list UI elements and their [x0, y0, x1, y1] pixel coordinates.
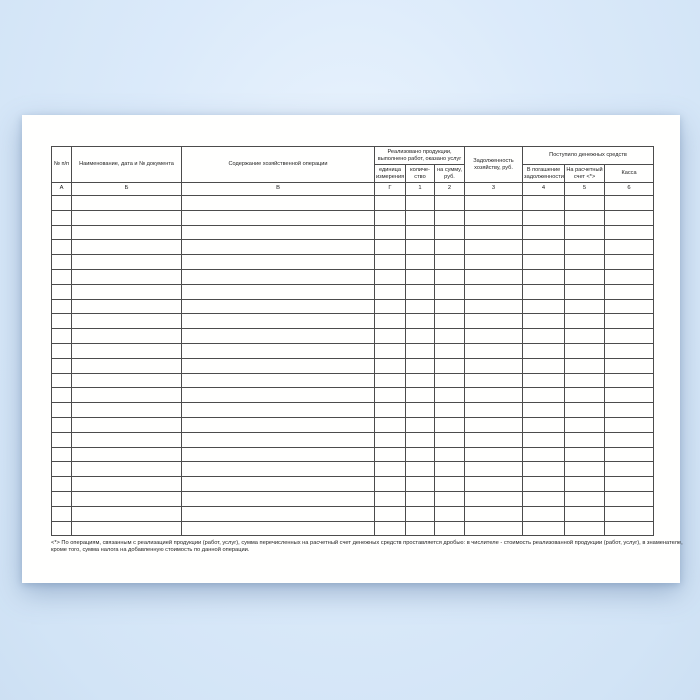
column-letter: 1 — [406, 183, 435, 196]
empty-cell — [72, 210, 182, 225]
empty-cell — [182, 255, 375, 270]
empty-cell — [435, 210, 465, 225]
empty-cell — [375, 506, 406, 521]
table-row — [52, 358, 654, 373]
empty-cell — [72, 343, 182, 358]
empty-cell — [523, 284, 565, 299]
empty-cell — [406, 462, 435, 477]
empty-cell — [435, 477, 465, 492]
empty-cell — [52, 255, 72, 270]
empty-cell — [523, 447, 565, 462]
empty-cell — [435, 506, 465, 521]
empty-cell — [565, 269, 605, 284]
empty-cell — [605, 329, 654, 344]
empty-cell — [465, 447, 523, 462]
empty-cell — [435, 225, 465, 240]
empty-cell — [72, 196, 182, 211]
header-group-sold: Реализовано продукции, выполнено работ, оказано услуг — [375, 147, 465, 165]
column-letter: В — [182, 183, 375, 196]
empty-cell — [182, 343, 375, 358]
column-letter: 4 — [523, 183, 565, 196]
empty-cell — [605, 462, 654, 477]
empty-cell — [72, 314, 182, 329]
empty-cell — [435, 373, 465, 388]
empty-cell — [565, 417, 605, 432]
empty-cell — [182, 329, 375, 344]
empty-cell — [406, 196, 435, 211]
table-row — [52, 240, 654, 255]
empty-cell — [72, 255, 182, 270]
empty-cell — [72, 388, 182, 403]
empty-cell — [605, 447, 654, 462]
empty-cell — [72, 521, 182, 536]
table-row — [52, 299, 654, 314]
empty-cell — [72, 269, 182, 284]
empty-cell — [375, 299, 406, 314]
table-row — [52, 477, 654, 492]
empty-cell — [465, 299, 523, 314]
empty-cell — [465, 255, 523, 270]
empty-cell — [406, 477, 435, 492]
empty-cell — [523, 225, 565, 240]
empty-cell — [52, 284, 72, 299]
empty-cell — [565, 314, 605, 329]
empty-cell — [565, 432, 605, 447]
empty-cell — [52, 462, 72, 477]
empty-cell — [565, 477, 605, 492]
empty-cell — [182, 477, 375, 492]
column-letter: А — [52, 183, 72, 196]
empty-cell — [52, 314, 72, 329]
empty-cell — [406, 240, 435, 255]
empty-cell — [72, 240, 182, 255]
empty-cell — [605, 432, 654, 447]
empty-cell — [605, 240, 654, 255]
empty-cell — [182, 417, 375, 432]
empty-cell — [605, 403, 654, 418]
empty-cell — [435, 240, 465, 255]
empty-cell — [435, 299, 465, 314]
header-repayment: В погашение задолженности — [523, 165, 565, 183]
empty-cell — [523, 417, 565, 432]
empty-cell — [465, 210, 523, 225]
empty-cell — [523, 491, 565, 506]
empty-cell — [523, 432, 565, 447]
header-settlement-account: На расчетный счет <*> — [565, 165, 605, 183]
empty-cell — [375, 255, 406, 270]
empty-cell — [182, 314, 375, 329]
empty-cell — [375, 477, 406, 492]
ledger-table-body — [52, 196, 654, 536]
empty-cell — [52, 358, 72, 373]
empty-cell — [375, 521, 406, 536]
empty-cell — [52, 299, 72, 314]
empty-cell — [435, 255, 465, 270]
empty-cell — [52, 477, 72, 492]
empty-cell — [406, 447, 435, 462]
empty-cell — [565, 462, 605, 477]
empty-cell — [375, 373, 406, 388]
empty-cell — [375, 403, 406, 418]
empty-cell — [406, 388, 435, 403]
empty-cell — [523, 196, 565, 211]
empty-cell — [182, 269, 375, 284]
empty-cell — [605, 477, 654, 492]
empty-cell — [565, 255, 605, 270]
empty-cell — [52, 196, 72, 211]
empty-cell — [523, 299, 565, 314]
empty-cell — [406, 417, 435, 432]
empty-cell — [605, 388, 654, 403]
empty-cell — [465, 329, 523, 344]
empty-cell — [565, 343, 605, 358]
empty-cell — [406, 210, 435, 225]
header-operation-content: Содержание хозяйственной операции — [182, 147, 375, 183]
empty-cell — [465, 269, 523, 284]
table-row — [52, 388, 654, 403]
table-row — [52, 403, 654, 418]
empty-cell — [375, 417, 406, 432]
empty-cell — [375, 240, 406, 255]
empty-cell — [435, 403, 465, 418]
empty-cell — [565, 329, 605, 344]
empty-cell — [72, 403, 182, 418]
empty-cell — [523, 388, 565, 403]
empty-cell — [182, 225, 375, 240]
empty-cell — [523, 462, 565, 477]
table-row — [52, 210, 654, 225]
empty-cell — [523, 343, 565, 358]
empty-cell — [406, 225, 435, 240]
empty-cell — [465, 417, 523, 432]
empty-cell — [605, 196, 654, 211]
header-document: Наименование, дата и № документа — [72, 147, 182, 183]
empty-cell — [72, 432, 182, 447]
empty-cell — [182, 299, 375, 314]
empty-cell — [375, 210, 406, 225]
empty-cell — [375, 225, 406, 240]
footnote-line-2: кроме того, сумма налога на добавленную стоимость по данной операции. — [51, 547, 250, 554]
empty-cell — [375, 269, 406, 284]
empty-cell — [435, 521, 465, 536]
empty-cell — [72, 477, 182, 492]
table-row — [52, 314, 654, 329]
empty-cell — [406, 299, 435, 314]
empty-cell — [52, 432, 72, 447]
empty-cell — [52, 225, 72, 240]
empty-cell — [605, 284, 654, 299]
column-letter: 3 — [465, 183, 523, 196]
empty-cell — [465, 373, 523, 388]
empty-cell — [375, 462, 406, 477]
header-row-number: № п/п — [52, 147, 72, 183]
empty-cell — [182, 432, 375, 447]
empty-cell — [565, 506, 605, 521]
table-row — [52, 491, 654, 506]
empty-cell — [435, 447, 465, 462]
empty-cell — [435, 314, 465, 329]
empty-cell — [182, 210, 375, 225]
empty-cell — [375, 447, 406, 462]
empty-cell — [465, 284, 523, 299]
empty-cell — [465, 343, 523, 358]
empty-cell — [72, 447, 182, 462]
empty-cell — [406, 506, 435, 521]
empty-cell — [182, 196, 375, 211]
column-letter: 2 — [435, 183, 465, 196]
empty-cell — [465, 462, 523, 477]
empty-cell — [72, 417, 182, 432]
empty-cell — [565, 299, 605, 314]
empty-cell — [52, 210, 72, 225]
empty-cell — [605, 358, 654, 373]
empty-cell — [72, 373, 182, 388]
empty-cell — [465, 432, 523, 447]
empty-cell — [375, 314, 406, 329]
table-row — [52, 329, 654, 344]
empty-cell — [72, 284, 182, 299]
empty-cell — [52, 521, 72, 536]
table-row — [52, 343, 654, 358]
empty-cell — [435, 269, 465, 284]
header-unit: единица измерения — [375, 165, 406, 183]
empty-cell — [605, 269, 654, 284]
empty-cell — [52, 417, 72, 432]
empty-cell — [565, 240, 605, 255]
table-row — [52, 269, 654, 284]
empty-cell — [52, 329, 72, 344]
ledger-table — [51, 146, 654, 536]
empty-cell — [406, 491, 435, 506]
table-row — [52, 225, 654, 240]
empty-cell — [605, 373, 654, 388]
empty-cell — [465, 506, 523, 521]
empty-cell — [406, 255, 435, 270]
empty-cell — [565, 373, 605, 388]
empty-cell — [182, 403, 375, 418]
empty-cell — [435, 432, 465, 447]
empty-cell — [565, 447, 605, 462]
empty-cell — [435, 343, 465, 358]
column-letter: 6 — [605, 183, 654, 196]
empty-cell — [435, 388, 465, 403]
column-index-row — [52, 183, 654, 196]
empty-cell — [605, 210, 654, 225]
empty-cell — [375, 432, 406, 447]
empty-cell — [523, 329, 565, 344]
empty-cell — [523, 403, 565, 418]
column-letter: Г — [375, 183, 406, 196]
empty-cell — [52, 343, 72, 358]
empty-cell — [375, 388, 406, 403]
empty-cell — [182, 506, 375, 521]
empty-cell — [565, 210, 605, 225]
empty-cell — [375, 284, 406, 299]
document-page — [22, 115, 683, 583]
empty-cell — [182, 284, 375, 299]
empty-cell — [72, 225, 182, 240]
empty-cell — [565, 491, 605, 506]
empty-cell — [565, 196, 605, 211]
empty-cell — [406, 314, 435, 329]
empty-cell — [52, 269, 72, 284]
empty-cell — [605, 225, 654, 240]
header-cash: Касса — [605, 165, 654, 183]
empty-cell — [605, 521, 654, 536]
empty-cell — [523, 240, 565, 255]
empty-cell — [375, 491, 406, 506]
empty-cell — [523, 373, 565, 388]
empty-cell — [182, 491, 375, 506]
empty-cell — [465, 491, 523, 506]
empty-cell — [605, 314, 654, 329]
table-row — [52, 284, 654, 299]
empty-cell — [52, 240, 72, 255]
table-row — [52, 373, 654, 388]
empty-cell — [406, 373, 435, 388]
table-row — [52, 196, 654, 211]
empty-cell — [182, 521, 375, 536]
table-row — [52, 417, 654, 432]
empty-cell — [72, 506, 182, 521]
empty-cell — [465, 240, 523, 255]
empty-cell — [375, 329, 406, 344]
empty-cell — [465, 403, 523, 418]
empty-cell — [406, 343, 435, 358]
empty-cell — [72, 462, 182, 477]
empty-cell — [565, 403, 605, 418]
empty-cell — [406, 403, 435, 418]
empty-cell — [435, 358, 465, 373]
empty-cell — [72, 299, 182, 314]
empty-cell — [375, 358, 406, 373]
empty-cell — [406, 269, 435, 284]
empty-cell — [523, 255, 565, 270]
empty-cell — [435, 462, 465, 477]
empty-cell — [605, 506, 654, 521]
empty-cell — [52, 491, 72, 506]
column-letter: 5 — [565, 183, 605, 196]
empty-cell — [52, 447, 72, 462]
table-row — [52, 447, 654, 462]
empty-cell — [72, 329, 182, 344]
empty-cell — [435, 284, 465, 299]
empty-cell — [52, 506, 72, 521]
empty-cell — [605, 343, 654, 358]
empty-cell — [523, 210, 565, 225]
empty-cell — [52, 373, 72, 388]
footnote — [51, 540, 683, 555]
empty-cell — [565, 388, 605, 403]
empty-cell — [182, 240, 375, 255]
empty-cell — [605, 491, 654, 506]
header-quantity: количе-ство — [406, 165, 435, 183]
column-letter: Б — [72, 183, 182, 196]
empty-cell — [523, 506, 565, 521]
header-group-received: Поступило денежных средств — [523, 147, 654, 165]
empty-cell — [465, 225, 523, 240]
empty-cell — [182, 373, 375, 388]
empty-cell — [182, 388, 375, 403]
empty-cell — [523, 314, 565, 329]
empty-cell — [565, 358, 605, 373]
table-row — [52, 521, 654, 536]
empty-cell — [465, 521, 523, 536]
footnote-line-1: <*> По операциям, связанным с реализацией продукции (работ, услуг), сумма перечисленных на расчетный счет денежных средств проставляется дробью: в числителе - стоимость реализованной продукции (работ, услуг), в знаменателе, — [51, 540, 683, 546]
empty-cell — [406, 521, 435, 536]
empty-cell — [465, 314, 523, 329]
empty-cell — [72, 491, 182, 506]
empty-cell — [52, 388, 72, 403]
header-debt: Задолженность хозяйству, руб. — [465, 147, 523, 183]
table-row — [52, 506, 654, 521]
empty-cell — [52, 403, 72, 418]
empty-cell — [435, 196, 465, 211]
empty-cell — [523, 269, 565, 284]
empty-cell — [465, 196, 523, 211]
empty-cell — [406, 284, 435, 299]
empty-cell — [435, 491, 465, 506]
empty-cell — [565, 284, 605, 299]
empty-cell — [565, 225, 605, 240]
empty-cell — [465, 388, 523, 403]
empty-cell — [435, 417, 465, 432]
empty-cell — [406, 358, 435, 373]
table-header — [52, 147, 654, 196]
empty-cell — [182, 358, 375, 373]
empty-cell — [182, 447, 375, 462]
empty-cell — [605, 299, 654, 314]
empty-cell — [406, 432, 435, 447]
empty-cell — [375, 343, 406, 358]
table-row — [52, 432, 654, 447]
empty-cell — [523, 358, 565, 373]
table-row — [52, 255, 654, 270]
empty-cell — [605, 417, 654, 432]
empty-cell — [523, 477, 565, 492]
empty-cell — [72, 358, 182, 373]
empty-cell — [465, 358, 523, 373]
empty-cell — [523, 521, 565, 536]
empty-cell — [182, 462, 375, 477]
empty-cell — [465, 477, 523, 492]
empty-cell — [406, 329, 435, 344]
empty-cell — [565, 521, 605, 536]
header-sum: на сумму, руб. — [435, 165, 465, 183]
table-row — [52, 462, 654, 477]
empty-cell — [605, 255, 654, 270]
empty-cell — [435, 329, 465, 344]
empty-cell — [375, 196, 406, 211]
